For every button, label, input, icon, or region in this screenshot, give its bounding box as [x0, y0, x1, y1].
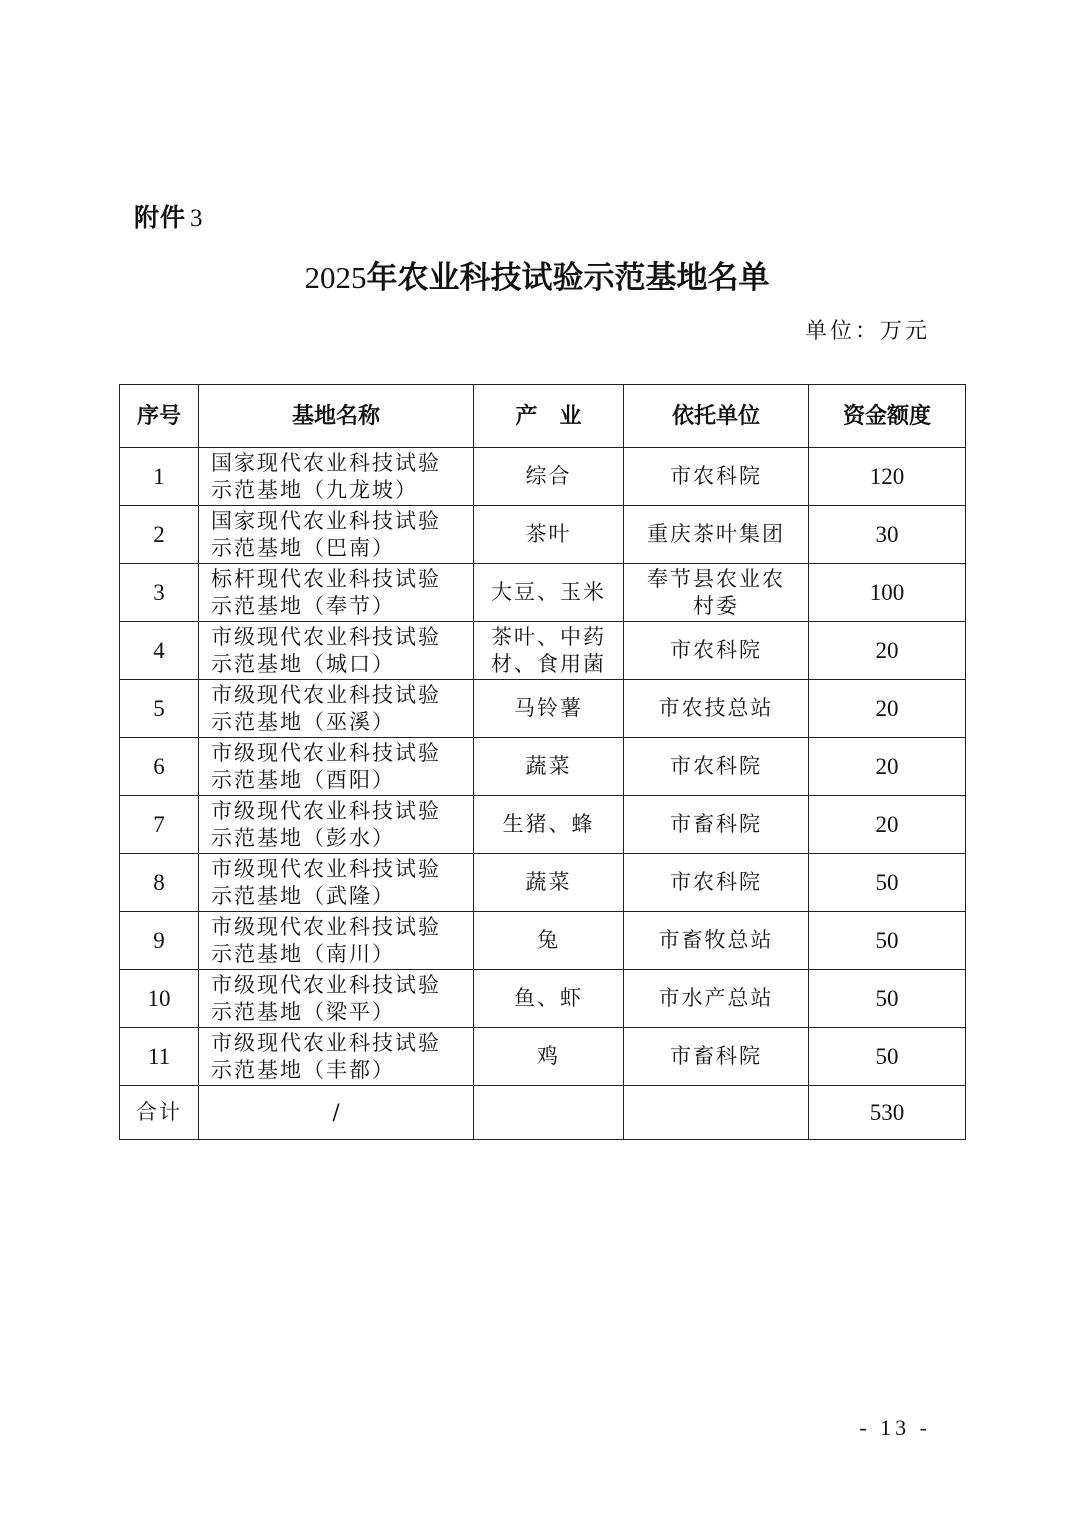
row-amount-text: 100: [869, 580, 905, 605]
row-industry-line1: 兔: [537, 928, 560, 952]
row-unit: [624, 622, 809, 680]
row-base-name-line2: 示范基地（巫溪）: [211, 709, 395, 734]
row-no-text: 6: [153, 754, 165, 779]
row-unit-line1: 市农科院: [670, 754, 762, 778]
header-amount: 资金额度: [809, 385, 966, 448]
row-amount-text: 20: [875, 696, 899, 721]
row-unit-line1: 重庆茶叶集团: [647, 522, 785, 546]
row-amount-text: 20: [875, 754, 899, 779]
row-base-name: [199, 1028, 474, 1086]
row-amount: [809, 738, 966, 796]
row-industry-line1: 蔬菜: [525, 754, 572, 778]
row-base-name-line1: 市级现代农业科技试验: [211, 1030, 441, 1055]
total-label: 合计: [120, 1086, 199, 1140]
row-amount-text: 50: [875, 986, 899, 1011]
row-no: [120, 796, 199, 854]
row-unit: [624, 738, 809, 796]
row-base-name-line2: 示范基地（酉阳）: [211, 767, 395, 792]
row-unit-line2: 村委: [693, 593, 739, 618]
row-unit: [624, 564, 809, 622]
row-industry: [474, 912, 624, 970]
row-unit-line1: 市农科院: [670, 464, 762, 488]
row-no: [120, 970, 199, 1028]
row-industry: [474, 564, 624, 622]
row-industry: [474, 506, 624, 564]
row-amount-text: 50: [875, 870, 899, 895]
row-base-name: [199, 506, 474, 564]
row-industry-line1: 鸡: [537, 1044, 560, 1068]
row-amount: [809, 912, 966, 970]
table-row: [120, 564, 966, 622]
row-unit-line1: 市畜牧总站: [658, 928, 774, 952]
title-year: 2025: [304, 260, 367, 295]
row-unit: [624, 506, 809, 564]
row-unit: [624, 796, 809, 854]
attachment-text: 附件: [134, 203, 187, 232]
row-no: [120, 1028, 199, 1086]
row-base-name-line2: 示范基地（九龙坡）: [211, 477, 418, 502]
row-no-text: 9: [153, 928, 165, 953]
row-base-name: [199, 738, 474, 796]
total-name: /: [199, 1086, 474, 1140]
row-industry-line1: 茶叶、中药: [491, 624, 606, 649]
row-base-name-line1: 市级现代农业科技试验: [211, 624, 441, 649]
row-base-name-line2: 示范基地（彭水）: [211, 825, 395, 850]
row-industry-line2: 材、食用菌: [491, 651, 606, 676]
row-base-name-line2: 示范基地（城口）: [211, 651, 395, 676]
row-amount: [809, 622, 966, 680]
row-amount-text: 120: [869, 464, 905, 489]
row-base-name: [199, 796, 474, 854]
row-industry: [474, 738, 624, 796]
row-industry: [474, 796, 624, 854]
header-unit: 依托单位: [624, 385, 809, 448]
header-name: 基地名称: [199, 385, 474, 448]
row-amount: [809, 854, 966, 912]
row-unit-line1: 市农科院: [670, 638, 762, 662]
row-no: [120, 622, 199, 680]
table-row: [120, 622, 966, 680]
row-unit-line1: 市农技总站: [658, 696, 774, 720]
table-row: [120, 912, 966, 970]
row-industry-line1: 马铃薯: [514, 696, 583, 720]
header-industry: 产 业: [474, 385, 624, 448]
table-row: [120, 738, 966, 796]
base-list-table: [119, 384, 966, 1140]
row-no-text: 3: [153, 580, 165, 605]
table-row: [120, 854, 966, 912]
row-industry-line1: 大豆、玉米: [491, 580, 606, 604]
total-amount: 530: [809, 1086, 966, 1140]
row-base-name: [199, 564, 474, 622]
row-no: [120, 912, 199, 970]
page-title: [0, 252, 1074, 297]
row-base-name-line1: 市级现代农业科技试验: [211, 682, 441, 707]
row-base-name-line2: 示范基地（丰都）: [211, 1057, 395, 1082]
row-base-name-line1: 市级现代农业科技试验: [211, 972, 441, 997]
total-row: [120, 1086, 966, 1140]
table-row: [120, 970, 966, 1028]
row-amount-text: 50: [875, 928, 899, 953]
total-unit: [624, 1086, 809, 1140]
row-base-name-line2: 示范基地（奉节）: [211, 593, 395, 618]
row-industry: [474, 680, 624, 738]
attachment-number: 3: [190, 205, 204, 232]
table-row: [120, 1028, 966, 1086]
total-industry: [474, 1086, 624, 1140]
row-no: [120, 564, 199, 622]
row-base-name-line1: 市级现代农业科技试验: [211, 740, 441, 765]
row-base-name: [199, 622, 474, 680]
row-no-text: 11: [147, 1044, 171, 1069]
row-base-name-line1: 市级现代农业科技试验: [211, 798, 441, 823]
row-base-name: [199, 970, 474, 1028]
row-industry-line1: 生猪、蜂: [502, 812, 595, 836]
row-amount: [809, 680, 966, 738]
row-base-name-line1: 标杆现代农业科技试验: [211, 566, 441, 591]
row-no: [120, 448, 199, 506]
row-unit-line1: 市畜科院: [670, 1044, 762, 1068]
row-no: [120, 506, 199, 564]
row-base-name-line1: 市级现代农业科技试验: [211, 856, 441, 881]
row-base-name: [199, 680, 474, 738]
row-industry: [474, 448, 624, 506]
row-no-text: 7: [153, 812, 165, 837]
row-base-name-line1: 国家现代农业科技试验: [211, 450, 441, 475]
row-unit: [624, 912, 809, 970]
row-base-name-line2: 示范基地（武隆）: [211, 883, 395, 908]
row-base-name-line1: 市级现代农业科技试验: [211, 914, 441, 939]
title-text: 年农业科技试验示范基地名单: [366, 260, 770, 296]
row-unit: [624, 680, 809, 738]
row-no: [120, 680, 199, 738]
row-unit-line1: 市农科院: [670, 870, 762, 894]
row-no-text: 8: [153, 870, 165, 895]
row-industry: [474, 1028, 624, 1086]
row-industry: [474, 854, 624, 912]
row-amount: [809, 1028, 966, 1086]
row-base-name-line2: 示范基地（梁平）: [211, 999, 395, 1024]
table-row: [120, 448, 966, 506]
row-no-text: 10: [147, 986, 171, 1011]
row-base-name-line2: 示范基地（南川）: [211, 941, 395, 966]
row-amount: [809, 448, 966, 506]
row-base-name-line2: 示范基地（巴南）: [211, 535, 395, 560]
row-industry-line1: 茶叶: [525, 522, 572, 546]
row-no-text: 1: [153, 464, 165, 489]
row-amount: [809, 796, 966, 854]
row-industry-line1: 鱼、虾: [514, 986, 583, 1010]
row-base-name: [199, 448, 474, 506]
row-no: [120, 854, 199, 912]
unit-note: 单位：万元: [804, 319, 930, 344]
row-amount-text: 20: [875, 812, 899, 837]
row-base-name: [199, 854, 474, 912]
row-amount-text: 20: [875, 638, 899, 663]
table-header-row: [120, 385, 966, 448]
row-industry-line1: 综合: [525, 464, 572, 488]
row-base-name: [199, 912, 474, 970]
row-unit-line1: 奉节县农业农: [647, 566, 785, 591]
row-no-text: 2: [153, 522, 165, 547]
row-amount: [809, 970, 966, 1028]
row-amount: [809, 564, 966, 622]
row-no: [120, 738, 199, 796]
row-unit-line1: 市水产总站: [658, 986, 774, 1010]
table-row: [120, 796, 966, 854]
row-industry-line1: 蔬菜: [525, 870, 572, 894]
row-unit: [624, 448, 809, 506]
table-row: [120, 680, 966, 738]
row-amount-text: 30: [875, 522, 899, 547]
row-unit: [624, 970, 809, 1028]
row-unit-line1: 市畜科院: [670, 812, 762, 836]
page-number: - 13 -: [859, 1415, 931, 1440]
row-unit: [624, 1028, 809, 1086]
row-amount: [809, 506, 966, 564]
header-no: 序号: [120, 385, 199, 448]
row-no-text: 5: [153, 696, 165, 721]
row-base-name-line1: 国家现代农业科技试验: [211, 508, 441, 533]
row-no-text: 4: [153, 638, 165, 663]
table-row: [120, 506, 966, 564]
row-unit: [624, 854, 809, 912]
row-industry: [474, 622, 624, 680]
row-industry: [474, 970, 624, 1028]
row-amount-text: 50: [875, 1044, 899, 1069]
attachment-label: [134, 198, 204, 234]
